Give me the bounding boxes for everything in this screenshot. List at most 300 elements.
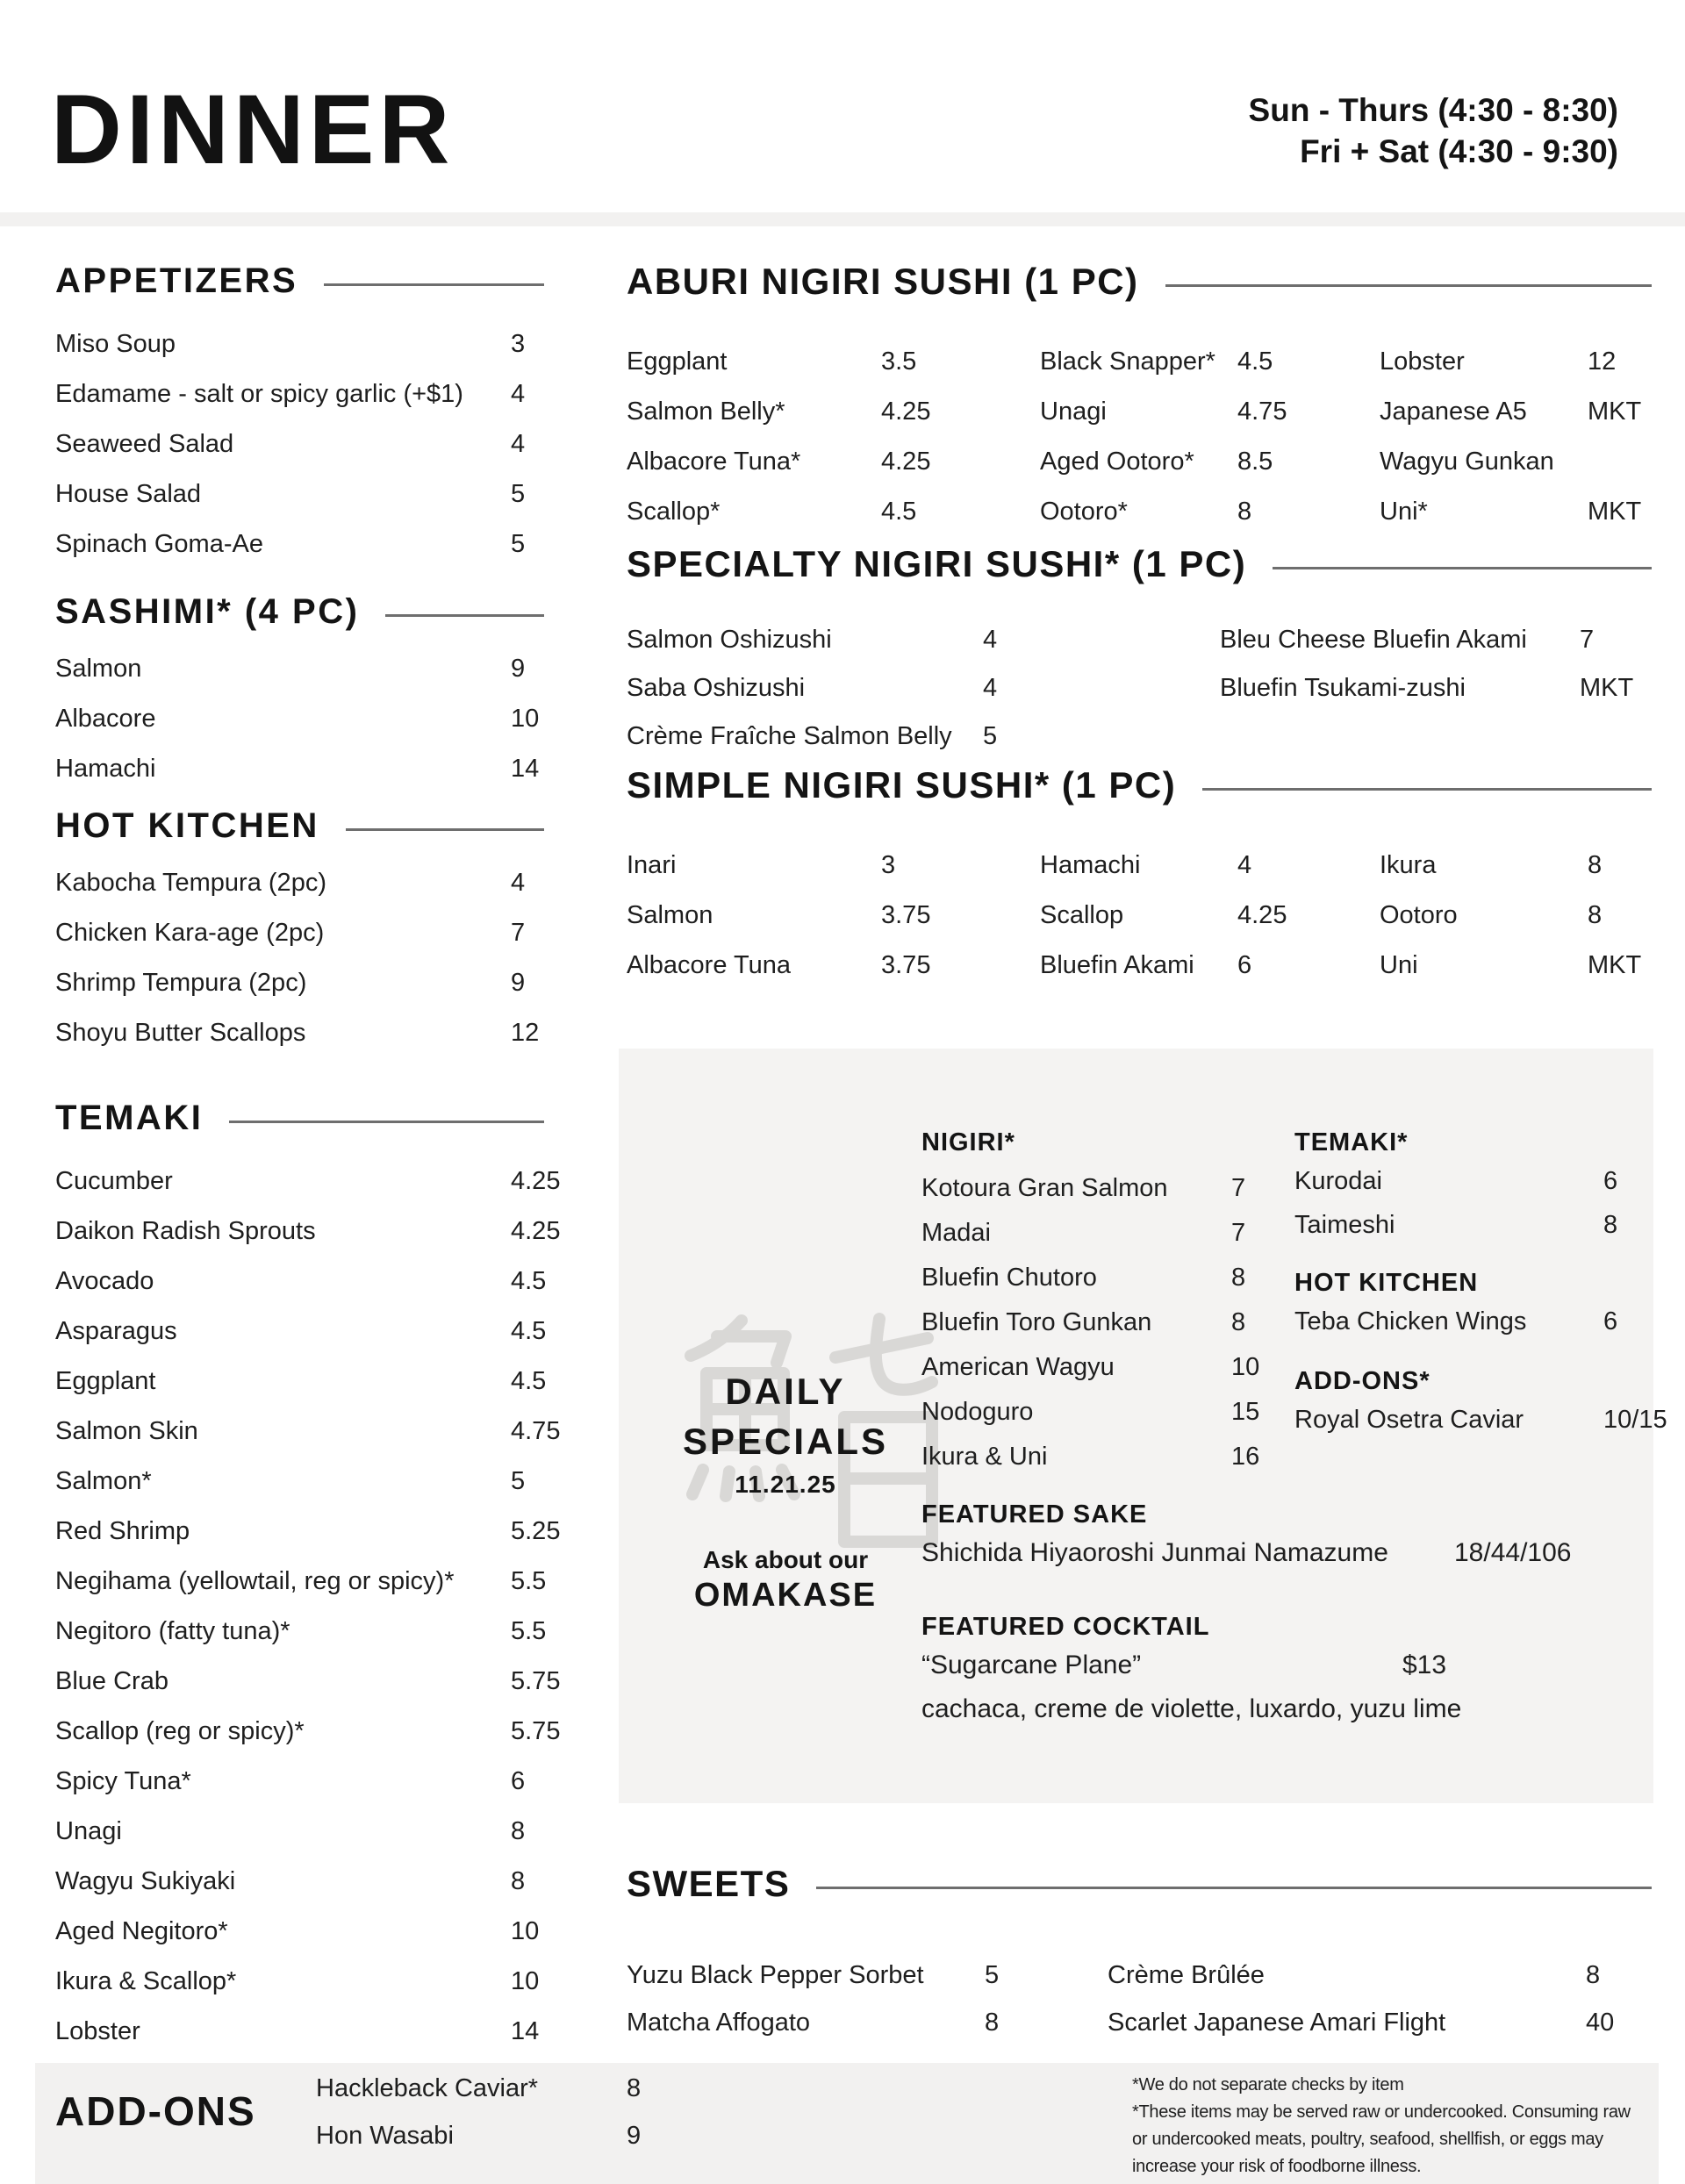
menu-item-row <box>55 744 544 794</box>
menu-item-row <box>55 369 544 419</box>
item-name: Salmon <box>55 655 142 683</box>
menu-item-row <box>55 1757 544 1807</box>
appetizers-title: APPETIZERS <box>55 261 298 300</box>
featured-cocktail-title: FEATURED COCKTAIL <box>921 1613 1210 1641</box>
aburi-title: ABURI NIGIRI SUSHI (1 PC) <box>627 261 1139 302</box>
sake-price: 18/44/106 <box>1454 1538 1572 1567</box>
item-name: Ikura <box>1380 851 1437 879</box>
menu-item-row <box>627 891 1013 941</box>
item-name: Scarlet Japanese Amari Flight <box>1108 2009 1446 2037</box>
item-price: 10 <box>511 705 540 733</box>
item-name: Salmon <box>627 901 713 929</box>
item-name: Asparagus <box>55 1317 177 1345</box>
item-price: 3.75 <box>881 901 931 929</box>
temaki-title: TEMAKI <box>55 1099 204 1137</box>
aburi-column-2 <box>1040 337 1356 537</box>
menu-item-row <box>627 841 1013 891</box>
item-price: 4.5 <box>511 1317 547 1345</box>
item-price: MKT <box>1588 498 1642 526</box>
menu-item-row <box>55 694 544 744</box>
featured-sake-title: FEATURED SAKE <box>921 1500 1148 1529</box>
item-price: 5.75 <box>511 1717 561 1745</box>
item-price: 5.5 <box>511 1567 547 1595</box>
specialty-title: SPECIALTY NIGIRI SUSHI* (1 PC) <box>627 543 1247 584</box>
item-price: 10/15 <box>1603 1406 1667 1434</box>
menu-item-row <box>627 387 1013 437</box>
section-rule <box>385 614 544 617</box>
item-price: 9 <box>511 969 526 997</box>
item-name: Wagyu Gunkan <box>1380 448 1554 476</box>
section-rule <box>1202 788 1652 791</box>
item-price: 4 <box>983 674 998 702</box>
item-name: Albacore Tuna* <box>627 448 801 476</box>
menu-item-row <box>55 1907 544 1957</box>
menu-item-row <box>627 616 1118 664</box>
simple-column-3 <box>1380 841 1652 991</box>
menu-item-row <box>55 1307 547 1357</box>
menu-item-row <box>55 1407 561 1457</box>
item-price: 3.75 <box>881 951 931 979</box>
menu-item-row <box>55 1807 544 1857</box>
item-name: Black Snapper* <box>1040 347 1215 376</box>
item-price: 15 <box>1231 1398 1260 1426</box>
item-price: 5 <box>511 530 526 558</box>
specialty-column-1 <box>627 616 1118 761</box>
daily-addons-list <box>1294 1398 1667 1442</box>
item-price: 16 <box>1231 1443 1260 1471</box>
item-name: Kabocha Tempura (2pc) <box>55 869 326 897</box>
menu-item-row <box>921 1390 1273 1435</box>
menu-item-row <box>55 1557 547 1607</box>
item-name: Aged Negitoro* <box>55 1917 228 1945</box>
item-name: Nodoguro <box>921 1398 1034 1426</box>
menu-item-row <box>55 1657 561 1707</box>
sweets-section <box>627 1862 1652 2046</box>
item-price: 8 <box>1237 498 1252 526</box>
menu-item-row <box>55 958 544 1008</box>
item-price: 8 <box>511 1867 526 1895</box>
aburi-column-1 <box>627 337 1013 537</box>
item-price: 4.25 <box>881 448 931 476</box>
item-name: Avocado <box>55 1267 154 1295</box>
item-name: Negihama (yellowtail, reg or spicy)* <box>55 1567 455 1595</box>
item-price: 8 <box>1588 901 1603 929</box>
item-price: 5 <box>985 1961 1000 1989</box>
item-name: Japanese A5 <box>1380 397 1527 426</box>
daily-addons-title: ADD-ONS* <box>1294 1367 1430 1395</box>
item-name: Lobster <box>55 2017 140 2045</box>
item-name: Chicken Kara-age (2pc) <box>55 919 325 947</box>
sashimi-title: SASHIMI* (4 PC) <box>55 592 360 631</box>
item-name: Cucumber <box>55 1167 173 1195</box>
item-price: 4.5 <box>1237 347 1273 376</box>
simple-header <box>627 763 1652 807</box>
featured-sake-group <box>921 1498 1624 1575</box>
item-name: Blue Crab <box>55 1667 168 1695</box>
hot-kitchen-header <box>55 805 544 847</box>
item-price: 8 <box>1231 1308 1246 1336</box>
menu-item-row <box>1220 616 1652 664</box>
item-price: 3 <box>511 330 526 358</box>
menu-item-row <box>1040 841 1356 891</box>
item-name: House Salad <box>55 480 202 508</box>
aburi-header <box>627 260 1652 304</box>
addons-list <box>316 2065 737 2159</box>
item-price: 7 <box>511 919 526 947</box>
item-name: Ootoro <box>1380 901 1458 929</box>
addons-title: ADD-ONS <box>55 2088 256 2134</box>
specialty-grid <box>627 616 1652 761</box>
menu-item-row <box>55 1957 544 2007</box>
omakase-tagline-block <box>619 1544 952 1615</box>
item-price: 4.25 <box>1237 901 1287 929</box>
simple-column-2 <box>1040 841 1356 991</box>
menu-item-row <box>627 437 1013 487</box>
menu-item-row <box>627 1999 1101 2046</box>
menu-item-row <box>1294 1203 1653 1247</box>
daily-nigiri-list <box>921 1166 1273 1479</box>
sake-name: Shichida Hiyaoroshi Junmai Namazume <box>921 1538 1388 1567</box>
menu-item-row <box>1380 387 1652 437</box>
item-price: 12 <box>1588 347 1617 376</box>
section-rule <box>816 1887 1652 1889</box>
item-name: Salmon Belly* <box>627 397 785 426</box>
item-name: Lobster <box>1380 347 1465 376</box>
specialty-column-2 <box>1220 616 1652 712</box>
item-name: Wagyu Sukiyaki <box>55 1867 236 1895</box>
featured-sake-row <box>921 1531 1624 1575</box>
item-name: Negitoro (fatty tuna)* <box>55 1617 290 1645</box>
menu-item-row <box>55 1457 544 1507</box>
hours-line-2: Fri + Sat (4:30 - 9:30) <box>1300 133 1618 169</box>
menu-item-row <box>1294 1159 1653 1203</box>
item-name: Crème Fraîche Salmon Belly <box>627 722 952 750</box>
item-name: Bluefin Toro Gunkan <box>921 1308 1152 1336</box>
item-name: Spinach Goma-Ae <box>55 530 263 558</box>
item-name: Salmon Skin <box>55 1417 198 1445</box>
daily-specials-title-block <box>619 1366 952 1498</box>
header-divider-band <box>0 212 1685 226</box>
item-price: 40 <box>1586 2009 1615 2037</box>
item-price: 7 <box>1231 1174 1246 1202</box>
menu-item-row <box>55 1607 547 1657</box>
item-price: 4.75 <box>1237 397 1287 426</box>
item-name: Eggplant <box>55 1367 156 1395</box>
item-name: Kurodai <box>1294 1167 1382 1195</box>
item-price: 9 <box>627 2122 642 2150</box>
menu-item-row <box>921 1300 1273 1345</box>
item-price: 4.75 <box>511 1417 561 1445</box>
item-price: 4 <box>511 869 526 897</box>
aburi-grid <box>627 337 1652 537</box>
daily-hot-kitchen-list <box>1294 1300 1653 1343</box>
appetizers-list <box>55 319 544 569</box>
temaki-list <box>55 1156 561 2057</box>
item-name: Albacore <box>55 705 156 733</box>
menu-item-row <box>627 487 1013 537</box>
item-price: 7 <box>1580 626 1595 654</box>
item-name: Hon Wasabi <box>316 2122 454 2150</box>
sweets-column-2 <box>1108 1951 1652 2046</box>
service-hours <box>1249 90 1618 172</box>
cocktail-name: “Sugarcane Plane” <box>921 1651 1142 1679</box>
item-name: Unagi <box>55 1817 122 1845</box>
menu-item-row <box>1294 1398 1667 1442</box>
daily-temaki-list <box>1294 1159 1653 1247</box>
menu-item-row <box>316 2065 737 2112</box>
simple-title: SIMPLE NIGIRI SUSHI* (1 PC) <box>627 764 1177 806</box>
menu-item-row <box>1040 891 1356 941</box>
footnote-line: or undercooked meats, poultry, seafood, shellfish, or eggs may <box>1132 2130 1603 2149</box>
item-price: 5 <box>983 722 998 750</box>
footnote-line: increase your risk of foodborne illness. <box>1132 2157 1422 2176</box>
item-price: 8.5 <box>1237 448 1273 476</box>
sashimi-list <box>55 644 544 794</box>
daily-specials-title-line-1: DAILY <box>725 1371 846 1412</box>
daily-temaki-title: TEMAKI* <box>1294 1128 1409 1156</box>
featured-cocktail-row <box>921 1643 1624 1687</box>
simple-grid <box>627 841 1652 991</box>
item-name: Crème Brûlée <box>1108 1961 1265 1989</box>
menu-item-row <box>1040 941 1356 991</box>
menu-item-row <box>55 2007 544 2057</box>
item-name: Madai <box>921 1219 991 1247</box>
item-name: Edamame - salt or spicy garlic (+$1) <box>55 380 463 408</box>
section-rule <box>1165 284 1652 287</box>
item-name: Salmon Oshizushi <box>627 626 832 654</box>
item-price: 4.25 <box>511 1217 561 1245</box>
daily-nigiri-title: NIGIRI* <box>921 1128 1015 1156</box>
menu-item-row <box>1108 1951 1652 1999</box>
item-price: 9 <box>511 655 526 683</box>
item-name: Aged Ootoro* <box>1040 448 1194 476</box>
item-price: 10 <box>511 1917 540 1945</box>
item-name: Eggplant <box>627 347 728 376</box>
cocktail-description: cachaca, creme de violette, luxardo, yuzu lime <box>921 1694 1462 1723</box>
sweets-header <box>627 1862 1652 1906</box>
menu-item-row <box>1380 337 1652 387</box>
menu-item-row <box>55 1156 561 1207</box>
section-rule <box>229 1121 544 1123</box>
menu-item-row <box>55 1207 561 1257</box>
item-name: Scallop (reg or spicy)* <box>55 1717 305 1745</box>
menu-item-row <box>1380 891 1652 941</box>
temaki-header <box>55 1097 544 1139</box>
item-price: MKT <box>1588 951 1642 979</box>
item-name: Daikon Radish Sprouts <box>55 1217 316 1245</box>
menu-item-row <box>55 519 544 569</box>
item-price: 5 <box>511 1467 526 1495</box>
section-rule <box>324 283 544 286</box>
item-price: 3 <box>881 851 896 879</box>
menu-item-row <box>316 2112 737 2159</box>
item-price: 5.75 <box>511 1667 561 1695</box>
item-name: Shrimp Tempura (2pc) <box>55 969 307 997</box>
item-name: Uni* <box>1380 498 1428 526</box>
item-name: Taimeshi <box>1294 1211 1395 1239</box>
item-name: Matcha Affogato <box>627 2009 811 2037</box>
menu-item-row <box>921 1345 1273 1390</box>
item-price: 8 <box>1586 1961 1601 1989</box>
item-price: 4.25 <box>511 1167 561 1195</box>
hot-kitchen-title: HOT KITCHEN <box>55 806 319 845</box>
item-name: Spicy Tuna* <box>55 1767 191 1795</box>
daily-right-group <box>1294 1126 1667 1442</box>
menu-item-row <box>627 664 1118 712</box>
menu-item-row <box>1380 941 1652 991</box>
menu-item-row <box>921 1435 1273 1479</box>
item-price: 6 <box>511 1767 526 1795</box>
daily-specials-box <box>619 1049 1667 1803</box>
sashimi-header <box>55 591 544 633</box>
omakase-tagline: Ask about our <box>702 1546 869 1573</box>
right-column <box>627 260 1652 991</box>
menu-item-row <box>55 1857 544 1907</box>
item-name: American Wagyu <box>921 1353 1115 1381</box>
item-name: Saba Oshizushi <box>627 674 806 702</box>
daily-specials-title-line-2: SPECIALS <box>682 1421 889 1462</box>
item-name: Scallop <box>1040 901 1124 929</box>
item-price: 14 <box>511 2017 540 2045</box>
item-price: 4 <box>1237 851 1252 879</box>
menu-item-row <box>1380 437 1652 487</box>
item-price: 4 <box>511 380 526 408</box>
item-price: 8 <box>1231 1264 1246 1292</box>
sweets-grid <box>627 1951 1652 2046</box>
item-name: Hackleback Caviar* <box>316 2074 539 2102</box>
omakase-label: OMAKASE <box>693 1577 878 1614</box>
item-name: Uni <box>1380 951 1418 979</box>
item-name: Albacore Tuna <box>627 951 792 979</box>
menu-item-row <box>1380 487 1652 537</box>
menu-item-row <box>1040 437 1356 487</box>
sweets-title: SWEETS <box>627 1863 791 1904</box>
menu-item-row <box>1040 337 1356 387</box>
item-price: 8 <box>1588 851 1603 879</box>
menu-item-row <box>627 337 1013 387</box>
hours-line-1: Sun - Thurs (4:30 - 8:30) <box>1248 92 1618 128</box>
item-price: 8 <box>1603 1211 1618 1239</box>
item-name: Shoyu Butter Scallops <box>55 1019 306 1047</box>
item-price: 12 <box>511 1019 540 1047</box>
item-price: 7 <box>1231 1219 1246 1247</box>
item-price: 4 <box>983 626 998 654</box>
item-name: Ikura & Scallop* <box>55 1967 237 1995</box>
item-name: Bleu Cheese Bluefin Akami <box>1220 626 1527 654</box>
item-name: Ikura & Uni <box>921 1443 1048 1471</box>
menu-item-row <box>627 712 1118 761</box>
aburi-column-3 <box>1380 337 1652 537</box>
item-name: Red Shrimp <box>55 1517 190 1545</box>
item-price: 4.5 <box>511 1367 547 1395</box>
item-price: 4.25 <box>881 397 931 426</box>
daily-specials-date: 11.21.25 <box>735 1471 836 1498</box>
section-rule <box>1273 567 1652 569</box>
item-name: Bluefin Akami <box>1040 951 1194 979</box>
item-price: MKT <box>1588 397 1642 426</box>
item-price: 10 <box>1231 1353 1260 1381</box>
menu-item-row <box>55 319 544 369</box>
menu-item-row <box>55 1507 561 1557</box>
menu-item-row <box>1380 841 1652 891</box>
menu-item-row <box>55 858 544 908</box>
left-column <box>55 260 561 2057</box>
menu-item-row <box>1040 387 1356 437</box>
menu-item-row <box>627 941 1013 991</box>
menu-item-row <box>55 1357 547 1407</box>
daily-nigiri-group <box>921 1126 1273 1479</box>
section-rule <box>346 828 544 831</box>
menu-item-row <box>1294 1300 1653 1343</box>
menu-item-row <box>55 419 544 469</box>
item-price: 4.5 <box>511 1267 547 1295</box>
item-name: Teba Chicken Wings <box>1294 1307 1527 1335</box>
item-price: 3.5 <box>881 347 917 376</box>
sweets-column-1 <box>627 1951 1101 2046</box>
item-price: 5 <box>511 480 526 508</box>
item-price: 8 <box>511 1817 526 1845</box>
footnote-line: *These items may be served raw or undercooked. Consuming raw <box>1132 2102 1631 2122</box>
item-name: Inari <box>627 851 677 879</box>
item-name: Ootoro* <box>1040 498 1128 526</box>
item-price: 5.25 <box>511 1517 561 1545</box>
item-price: 14 <box>511 755 540 783</box>
footnote-line: *We do not separate checks by item <box>1132 2075 1404 2094</box>
item-name: Hamachi <box>55 755 156 783</box>
item-name: Unagi <box>1040 397 1107 426</box>
menu-item-row <box>55 1008 544 1058</box>
item-name: Hamachi <box>1040 851 1141 879</box>
menu-item-row <box>1108 1999 1652 2046</box>
menu-item-row <box>55 908 544 958</box>
menu-item-row <box>921 1211 1273 1256</box>
item-name: Bluefin Tsukami-zushi <box>1220 674 1466 702</box>
featured-cocktail-group <box>921 1610 1624 1731</box>
item-price: 6 <box>1603 1307 1618 1335</box>
item-price: 8 <box>627 2074 642 2102</box>
menu-item-row <box>921 1166 1273 1211</box>
daily-hot-kitchen-title: HOT KITCHEN <box>1294 1269 1479 1297</box>
item-price: 5.5 <box>511 1617 547 1645</box>
cocktail-price: $13 <box>1402 1651 1447 1679</box>
item-price: MKT <box>1580 674 1634 702</box>
item-name: Salmon* <box>55 1467 152 1495</box>
item-name: Seaweed Salad <box>55 430 234 458</box>
menu-item-row <box>55 1257 547 1307</box>
item-name: Yuzu Black Pepper Sorbet <box>627 1961 924 1989</box>
specialty-header <box>627 542 1652 586</box>
addons-band <box>35 2063 1659 2184</box>
item-price: 4.5 <box>881 498 917 526</box>
item-name: Bluefin Chutoro <box>921 1264 1097 1292</box>
footnotes <box>1132 2072 1659 2180</box>
menu-item-row <box>627 1951 1101 1999</box>
item-name: Royal Osetra Caviar <box>1294 1406 1524 1434</box>
item-name: Kotoura Gran Salmon <box>921 1174 1168 1202</box>
menu-item-row <box>921 1256 1273 1300</box>
hot-kitchen-list <box>55 858 544 1058</box>
item-price: 6 <box>1603 1167 1618 1195</box>
menu-item-row <box>1220 664 1652 712</box>
item-price: 4 <box>511 430 526 458</box>
item-price: 8 <box>985 2009 1000 2037</box>
item-price: 10 <box>511 1967 540 1995</box>
menu-item-row <box>1040 487 1356 537</box>
menu-item-row <box>55 469 544 519</box>
page-title: DINNER <box>51 75 455 184</box>
simple-column-1 <box>627 841 1013 991</box>
appetizers-header <box>55 260 544 302</box>
